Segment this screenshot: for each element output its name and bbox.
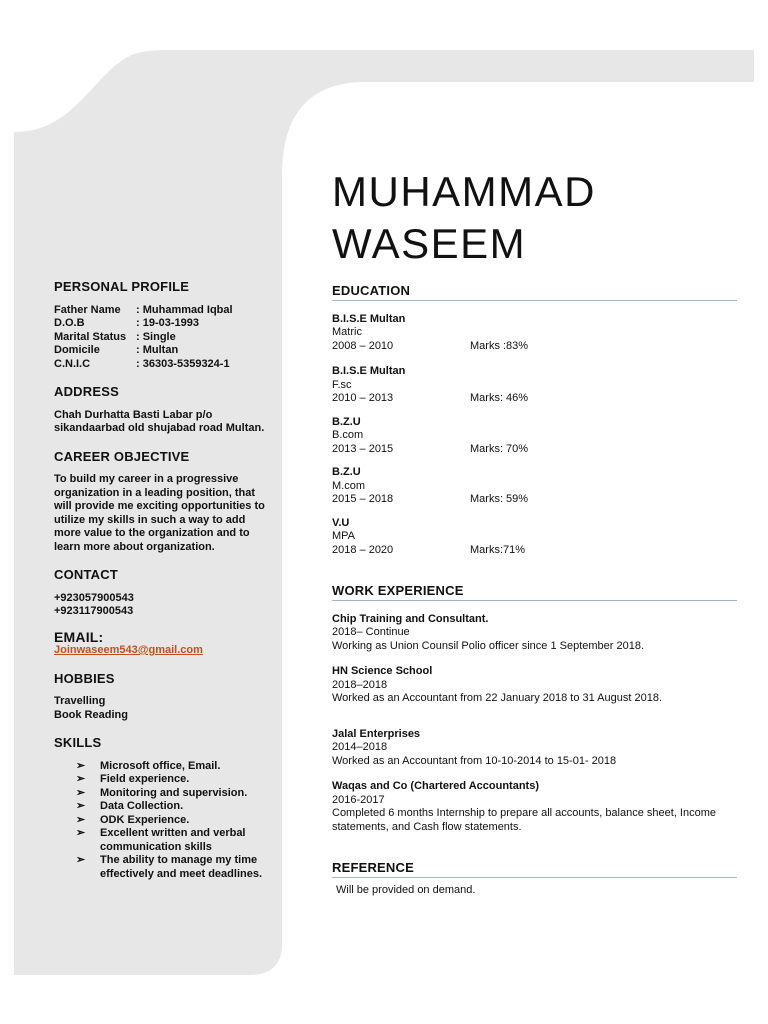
education-item [332, 466, 737, 507]
address-section [54, 385, 274, 436]
profile-row-domicile [54, 344, 274, 358]
education-year-row [332, 443, 737, 457]
profile-row-father [54, 304, 274, 318]
education-degree: Matric [332, 326, 362, 338]
profile-row-cnic [54, 358, 274, 372]
skill-text: The ability to manage my time effectively and meet deadlines. [100, 854, 263, 880]
email-heading: EMAIL: [54, 628, 104, 645]
education-item [332, 416, 737, 457]
profile-key: Father Name [54, 303, 121, 316]
work-description: Worked as an Accountant from 22 January 2018 to 31 August 2018. [332, 692, 663, 704]
education-years: 2018 – 2020 [332, 543, 394, 556]
work-description: Worked as an Accountant from 10-10-2014 to 15-01- 2018 [332, 754, 617, 767]
name-line-1: MUHAMMAD [332, 168, 596, 215]
profile-value: : 19-03-1993 [136, 317, 199, 329]
work-description: Working as Union Counsil Polio officer since 1 September 2018. [332, 639, 645, 652]
work-item [332, 665, 737, 706]
education-heading: EDUCATION [332, 284, 737, 301]
education-marks: Marks :83% [470, 339, 529, 352]
work-description: Completed 6 months Internship to prepare all accounts, balance sheet, Income statements, and Cash flow statements. [332, 807, 717, 833]
work-experience-section [332, 584, 737, 834]
education-item [332, 365, 737, 406]
arrow-bullet-icon: ➢ [76, 854, 86, 866]
profile-row-marital [54, 331, 274, 345]
hobbies-heading: HOBBIES [54, 670, 115, 686]
phone-number: +923057900543 [54, 591, 134, 604]
personal-profile-heading: PERSONAL PROFILE [54, 279, 190, 294]
skill-text: Field experience. [100, 773, 190, 785]
skill-text: Data Collection. [100, 800, 184, 812]
education-marks: Marks:71% [470, 543, 526, 556]
education-marks: Marks: 70% [470, 442, 529, 455]
education-institute: B.I.S.E Multan [332, 365, 406, 377]
profile-row-dob [54, 317, 274, 331]
education-institute: B.Z.U [332, 415, 361, 428]
work-company: Waqas and Co (Chartered Accountants) [332, 780, 539, 792]
hobbies-section [54, 672, 274, 723]
work-period: 2016-2017 [332, 793, 385, 806]
phone-number: +923117900543 [54, 605, 134, 617]
education-year-row [332, 544, 737, 558]
career-objective-heading: CAREER OBJECTIVE [54, 448, 190, 464]
skills-heading: SKILLS [54, 735, 102, 750]
profile-value: : Multan [136, 344, 179, 356]
skill-text: Monitoring and supervision. [100, 786, 248, 799]
profile-key: Domicile [54, 344, 100, 356]
reference-heading: REFERENCE [332, 861, 737, 878]
education-degree: B.com [332, 429, 364, 441]
education-degree: M.com [332, 479, 365, 492]
address-text: Chah Durhatta Basti Labar p/o sikandaarbad old shujabad road Multan. [54, 408, 265, 434]
arrow-bullet-icon: ➢ [76, 759, 86, 772]
work-item [332, 780, 737, 834]
education-institute: V.U [332, 516, 350, 529]
skill-text: Microsoft office, Email. [100, 759, 221, 772]
skill-item [76, 827, 274, 854]
career-objective-text: To build my career in a progressive organization in a leading position, that will provide me exciting opportunities to utilize my skills in such a way to add more value to the organization and to learn more about organization. [54, 473, 265, 553]
education-marks: Marks: 59% [470, 493, 529, 505]
arrow-bullet-icon: ➢ [76, 800, 86, 812]
work-period: 2018–2018 [332, 678, 388, 691]
skill-text: Excellent written and verbal communication skills [100, 827, 246, 853]
name-line-2: WASEEM [332, 220, 527, 267]
address-heading: ADDRESS [54, 384, 119, 399]
education-years: 2008 – 2010 [332, 339, 394, 352]
education-years: 2010 – 2013 [332, 392, 394, 404]
arrow-bullet-icon: ➢ [76, 827, 86, 839]
skill-item [76, 800, 274, 814]
reference-text: Will be provided on demand. [336, 883, 476, 896]
profile-key: C.N.I.C [54, 357, 91, 370]
arrow-bullet-icon: ➢ [76, 813, 86, 826]
left-column [54, 280, 274, 895]
work-experience-heading: WORK EXPERIENCE [332, 584, 737, 601]
education-years: 2013 – 2015 [332, 442, 394, 455]
education-item [332, 313, 737, 354]
education-years: 2015 – 2018 [332, 493, 394, 505]
work-period: 2014–2018 [332, 741, 388, 753]
skills-list [76, 760, 274, 882]
reference-section [332, 861, 737, 897]
personal-profile-section [54, 280, 274, 371]
skill-item [76, 814, 274, 828]
education-year-row [332, 493, 737, 507]
contact-heading: CONTACT [54, 567, 118, 582]
education-year-row [332, 392, 737, 406]
education-section [332, 284, 737, 557]
education-item [332, 517, 737, 558]
arrow-bullet-icon: ➢ [76, 786, 86, 799]
education-institute: B.Z.U [332, 466, 361, 478]
profile-key: D.O.B [54, 317, 85, 329]
work-item [332, 728, 737, 769]
candidate-name [332, 166, 596, 270]
education-degree: F.sc [332, 378, 352, 391]
work-company: Chip Training and Consultant. [332, 612, 489, 625]
work-item [332, 613, 737, 654]
education-institute: B.I.S.E Multan [332, 312, 406, 325]
education-year-row [332, 340, 737, 354]
hobby-item: Book Reading [54, 708, 128, 721]
profile-value: : Muhammad Iqbal [136, 303, 233, 316]
skill-item [76, 773, 274, 787]
work-company: HN Science School [332, 665, 433, 677]
education-marks: Marks: 46% [470, 392, 529, 404]
hobby-item: Travelling [54, 695, 106, 707]
arrow-bullet-icon: ➢ [76, 773, 86, 785]
career-objective-section [54, 450, 274, 555]
email-section [54, 628, 274, 658]
skill-item [76, 787, 274, 801]
work-company: Jalal Enterprises [332, 727, 421, 740]
profile-key: Marital Status [54, 330, 127, 343]
profile-value: : 36303-5359324-1 [136, 357, 230, 370]
email-link[interactable]: Joinwaseem543@gmail.com [54, 644, 203, 656]
education-degree: MPA [332, 530, 356, 542]
contact-section [54, 568, 274, 619]
skill-item [76, 854, 274, 881]
profile-value: : Single [136, 330, 176, 343]
skill-text: ODK Experience. [100, 813, 190, 826]
skills-section [54, 736, 274, 881]
work-period: 2018– Continue [332, 626, 410, 638]
skill-item [76, 760, 274, 774]
